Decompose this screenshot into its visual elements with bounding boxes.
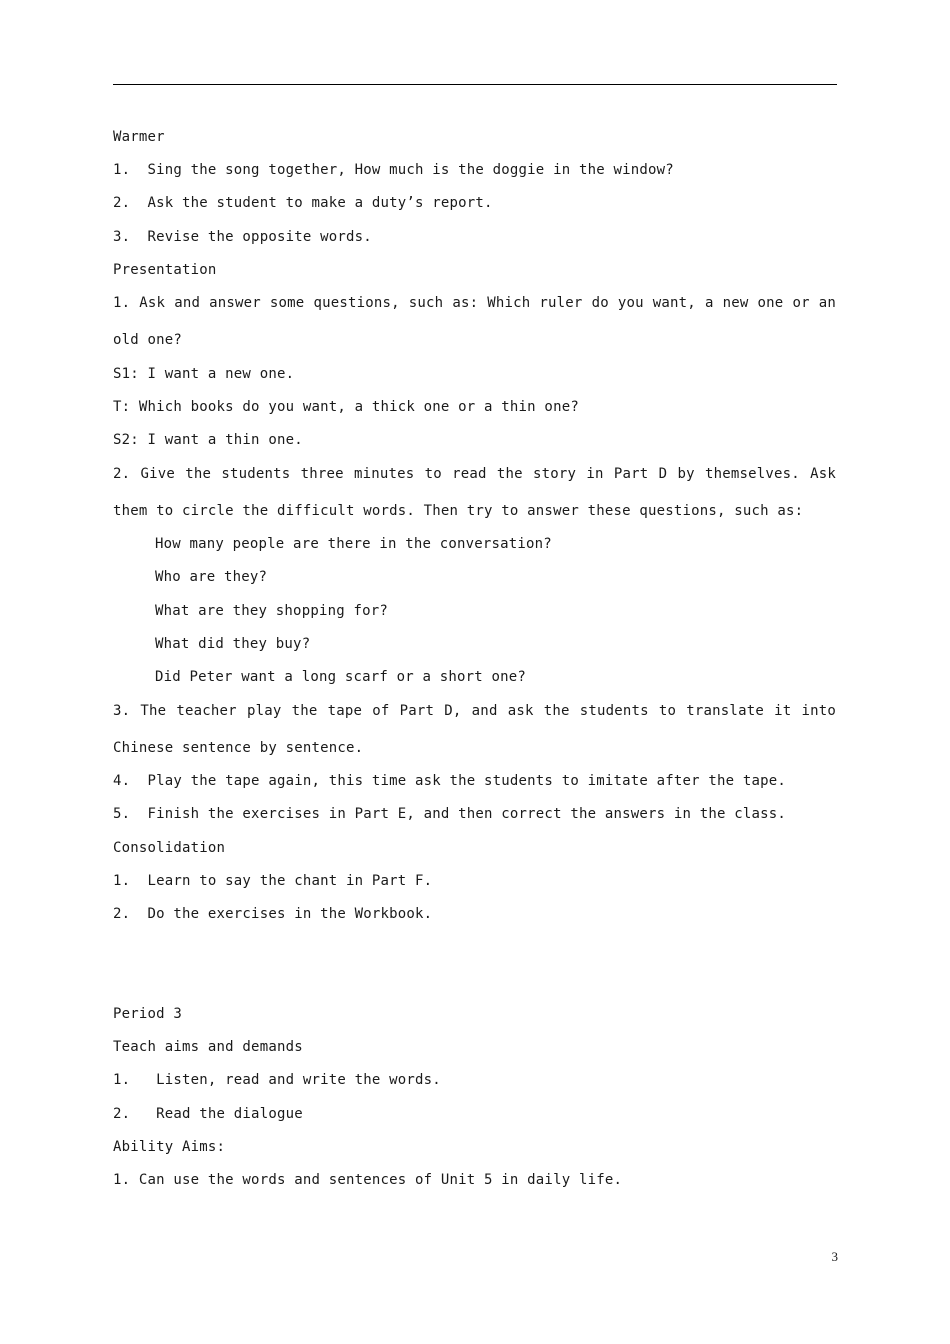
section-heading-presentation: Presentation: [113, 262, 217, 278]
text-line: 5. Finish the exercises in Part E, and then correct the answers in the class.: [113, 806, 787, 822]
text-line: S2: I want a thin one.: [113, 432, 303, 448]
text-line: Chinese sentence by sentence.: [113, 740, 364, 756]
text-line: 1. Learn to say the chant in Part F.: [113, 873, 433, 889]
text-line: 2. Do the exercises in the Workbook.: [113, 906, 433, 922]
text-line: 3. Revise the opposite words.: [113, 229, 372, 245]
text-line: S1: I want a new one.: [113, 366, 295, 382]
header-rule: [113, 84, 837, 85]
section-heading-consolidation: Consolidation: [113, 840, 226, 856]
text-line: 2. Give the students three minutes to read the story in Part D by themselves. Ask: [113, 466, 836, 482]
question-line: Who are they?: [155, 569, 268, 585]
text-line: 1. Can use the words and sentences of Unit 5 in daily life.: [113, 1172, 623, 1188]
text-line: 1. Sing the song together, How much is the doggie in the window?: [113, 162, 674, 178]
question-line: What are they shopping for?: [155, 603, 388, 619]
question-line: What did they buy?: [155, 636, 311, 652]
text-line: 1. Ask and answer some questions, such as: Which ruler do you want, a new one or an: [113, 295, 836, 311]
text-line: T: Which books do you want, a thick one or a thin one?: [113, 399, 579, 415]
text-line: 4. Play the tape again, this time ask the students to imitate after the tape.: [113, 773, 787, 789]
section-heading-period: Period 3: [113, 1006, 183, 1022]
text-line: them to circle the difficult words. Then try to answer these questions, such as:: [113, 503, 804, 519]
question-line: Did Peter want a long scarf or a short one?: [155, 669, 527, 685]
text-line: 2. Ask the student to make a duty’s report.: [113, 195, 493, 211]
text-line: 2. Read the dialogue: [113, 1106, 303, 1122]
page-number: 3: [831, 1249, 838, 1264]
section-heading-ability-aims: Ability Aims:: [113, 1139, 226, 1155]
section-heading-teach-aims: Teach aims and demands: [113, 1039, 303, 1055]
question-line: How many people are there in the conversation?: [155, 536, 552, 552]
text-line: old one?: [113, 332, 183, 348]
text-line: 1. Listen, read and write the words.: [113, 1072, 441, 1088]
section-heading-warmer: Warmer: [113, 129, 165, 145]
text-line: 3. The teacher play the tape of Part D, and ask the students to translate it into: [113, 703, 836, 719]
